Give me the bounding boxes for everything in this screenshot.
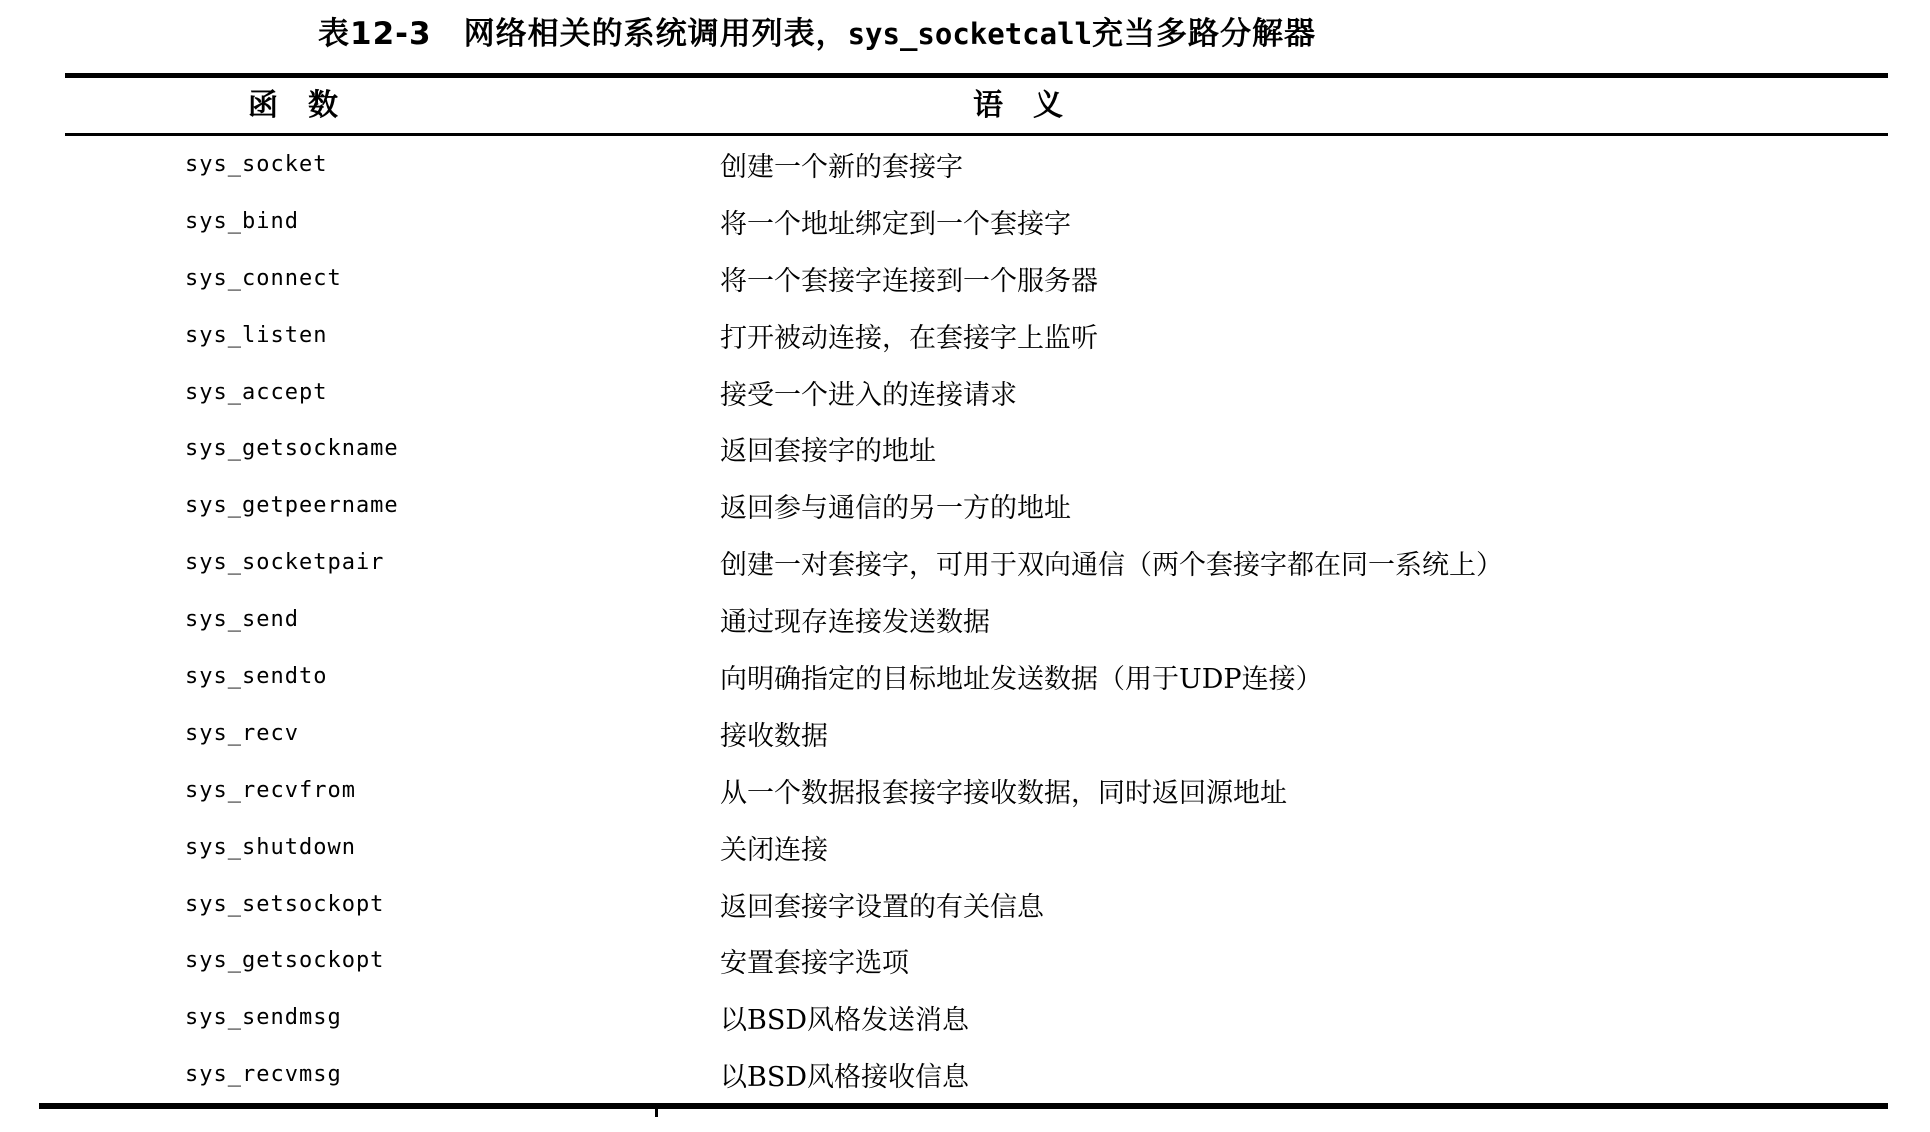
semantics-cell: 通过现存连接发送数据 bbox=[720, 607, 990, 639]
table-row bbox=[0, 762, 1930, 819]
function-name-cell: sys_recvmsg bbox=[185, 1062, 342, 1088]
semantics-cell: 从一个数据报套接字接收数据，同时返回源地址 bbox=[720, 777, 1287, 809]
semantics-cell: 将一个套接字连接到一个服务器 bbox=[720, 265, 1098, 297]
table-row bbox=[0, 307, 1930, 364]
table-caption-suffix: 充当多路分解器 bbox=[1092, 16, 1317, 52]
table-row bbox=[0, 136, 1930, 193]
function-name-cell: sys_socketpair bbox=[185, 550, 385, 576]
function-name-cell: sys_sendmsg bbox=[185, 1005, 342, 1031]
function-name-cell: sys_accept bbox=[185, 379, 328, 405]
table-row bbox=[0, 364, 1930, 421]
table-row bbox=[0, 250, 1930, 307]
semantics-cell: 将一个地址绑定到一个套接字 bbox=[720, 208, 1071, 240]
table-row bbox=[0, 932, 1930, 989]
semantics-cell: 返回参与通信的另一方的地址 bbox=[720, 493, 1071, 525]
semantics-cell: 接收数据 bbox=[720, 720, 828, 752]
table-row bbox=[0, 1046, 1930, 1103]
function-name-cell: sys_socket bbox=[185, 151, 328, 177]
table-bottom-rule bbox=[39, 1103, 1888, 1109]
function-name-cell: sys_getsockname bbox=[185, 436, 399, 462]
table-row bbox=[0, 193, 1930, 250]
semantics-cell: 以BSD风格发送消息 bbox=[720, 1005, 969, 1037]
scan-artifact-tick bbox=[655, 1109, 658, 1117]
function-name-cell: sys_send bbox=[185, 607, 299, 633]
table-row bbox=[0, 819, 1930, 876]
column-header-semantics: 语 义 bbox=[973, 88, 1063, 123]
semantics-cell: 向明确指定的目标地址发送数据（用于UDP连接） bbox=[720, 663, 1323, 695]
function-name-cell: sys_setsockopt bbox=[185, 891, 385, 917]
table-body bbox=[0, 136, 1930, 1103]
semantics-cell: 关闭连接 bbox=[720, 834, 828, 866]
semantics-cell: 创建一对套接字，可用于双向通信（两个套接字都在同一系统上） bbox=[720, 550, 1503, 582]
function-name-cell: sys_recvfrom bbox=[185, 777, 356, 803]
table-row bbox=[0, 989, 1930, 1046]
function-name-cell: sys_listen bbox=[185, 322, 328, 348]
function-name-cell: sys_getsockopt bbox=[185, 948, 385, 974]
semantics-cell: 安置套接字选项 bbox=[720, 948, 909, 980]
semantics-cell: 打开被动连接，在套接字上监听 bbox=[720, 322, 1098, 354]
table-row bbox=[0, 534, 1930, 591]
column-header-function: 函 数 bbox=[248, 88, 338, 123]
table-row bbox=[0, 420, 1930, 477]
table-row bbox=[0, 477, 1930, 534]
table-row bbox=[0, 876, 1930, 933]
table-caption-code: sys_socketcall bbox=[847, 17, 1093, 51]
semantics-cell: 以BSD风格接收信息 bbox=[720, 1062, 969, 1094]
function-name-cell: sys_recv bbox=[185, 720, 299, 746]
semantics-cell: 接受一个进入的连接请求 bbox=[720, 379, 1017, 411]
table-row bbox=[0, 705, 1930, 762]
semantics-cell: 返回套接字的地址 bbox=[720, 436, 936, 468]
semantics-cell: 返回套接字设置的有关信息 bbox=[720, 891, 1044, 923]
function-name-cell: sys_shutdown bbox=[185, 834, 356, 860]
function-name-cell: sys_getpeername bbox=[185, 493, 399, 519]
function-name-cell: sys_sendto bbox=[185, 663, 328, 689]
function-name-cell: sys_connect bbox=[185, 265, 342, 291]
table-row bbox=[0, 648, 1930, 705]
table-caption-prefix: 表12-3 网络相关的系统调用列表， bbox=[318, 16, 848, 52]
table-top-rule bbox=[65, 73, 1888, 78]
function-name-cell: sys_bind bbox=[185, 208, 299, 234]
table-row bbox=[0, 591, 1930, 648]
table-caption bbox=[318, 8, 1316, 53]
semantics-cell: 创建一个新的套接字 bbox=[720, 151, 963, 183]
